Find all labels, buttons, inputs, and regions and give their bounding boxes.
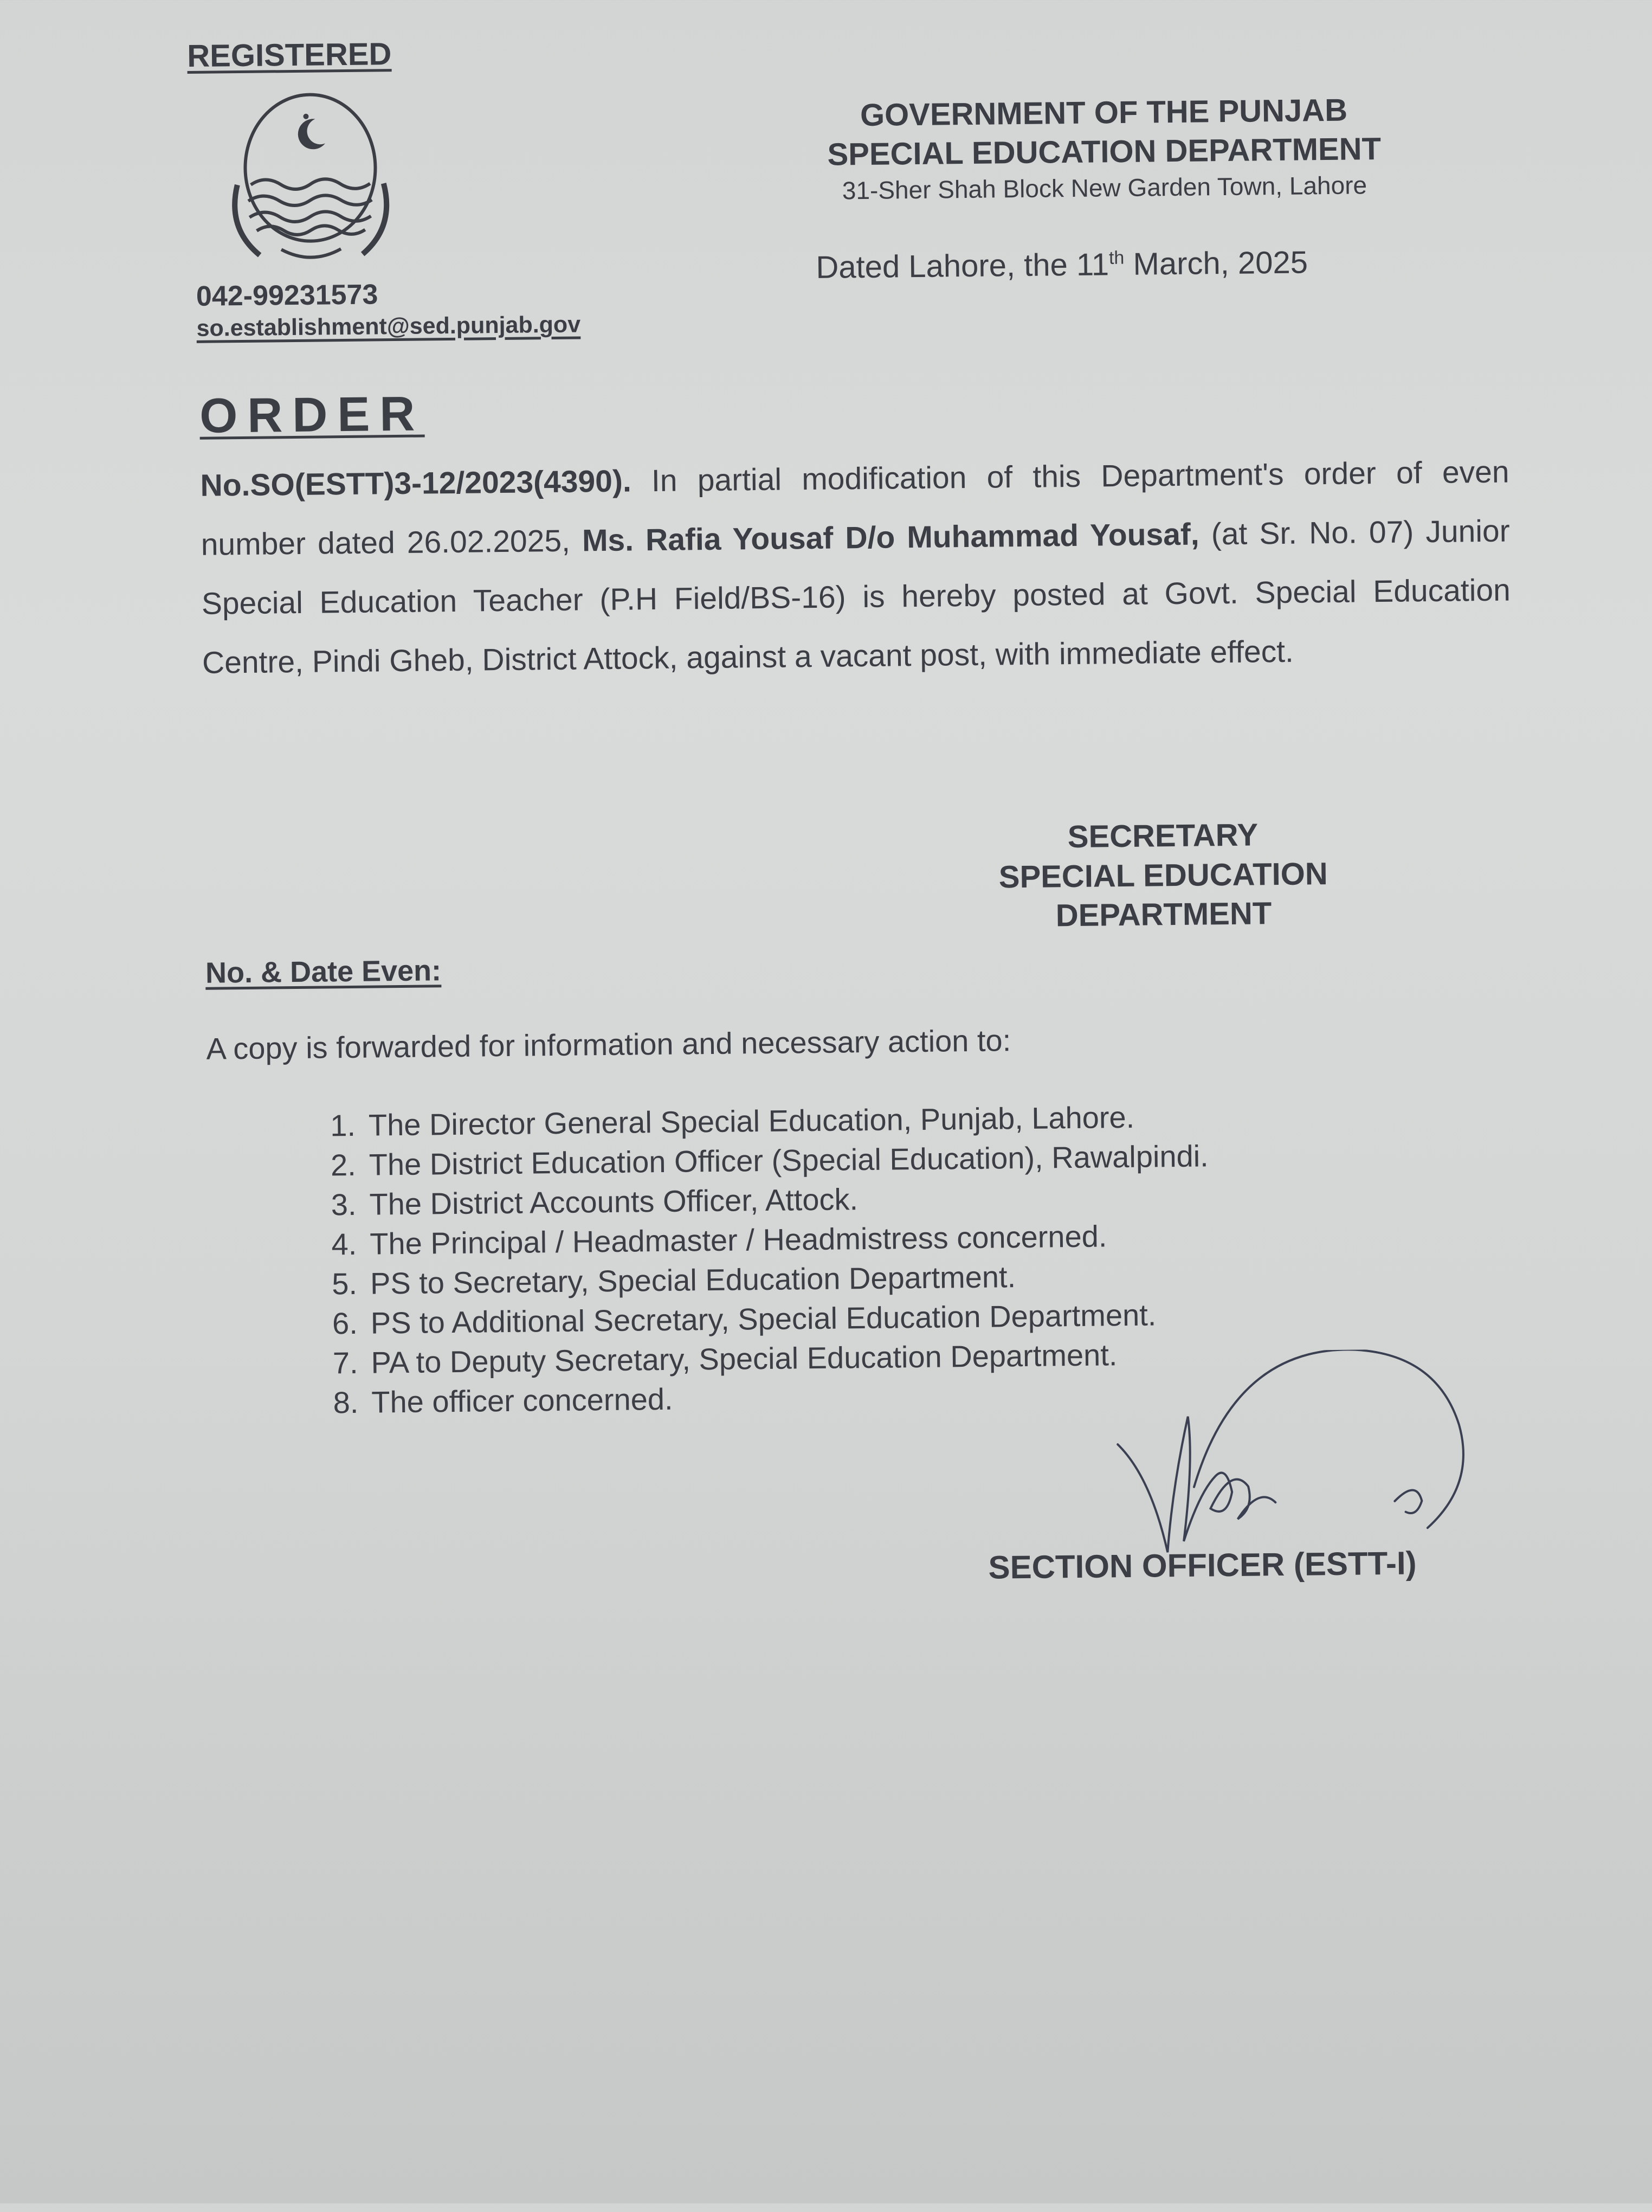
order-title: ORDER [199, 387, 425, 443]
signatory-line-2: SPECIAL EDUCATION [998, 856, 1328, 895]
copy-forwarded-intro: A copy is forwarded for information and necessary action to: [206, 1023, 1011, 1066]
signatory-line-1: SECRETARY [1067, 817, 1259, 855]
department-heading: SPECIAL EDUCATION DEPARTMENT [827, 131, 1382, 172]
item-text: The District Education Officer (Special Education), Rawalpindi. [369, 1139, 1209, 1182]
item-number: 7. [332, 1345, 358, 1380]
item-number: 3. [331, 1187, 357, 1222]
dated-line [816, 244, 1308, 285]
email-address: so.establishment@sed.punjab.gov [196, 311, 581, 342]
department-address: 31-Sher Shah Block New Garden Town, Lahore [842, 171, 1367, 205]
item-text: PS to Additional Secretary, Special Education Department. [370, 1297, 1157, 1340]
date-prefix: Dated Lahore, the 11 [816, 247, 1109, 285]
punjab-emblem-logo [198, 86, 422, 267]
item-text: PA to Deputy Secretary, Special Education Department. [371, 1338, 1118, 1380]
phone-number: 042-99231573 [196, 279, 378, 312]
item-number: 6. [332, 1306, 358, 1341]
employee-name: Ms. Rafia Yousaf D/o Muhammad Yousaf, [582, 517, 1200, 558]
signatory-line-3: DEPARTMENT [1055, 896, 1272, 934]
item-number: 5. [332, 1266, 358, 1301]
item-text: The officer concerned. [371, 1381, 673, 1419]
item-text: The Principal / Headmaster / Headmistress concerned. [369, 1219, 1107, 1261]
no-date-even-heading: No. & Date Even: [205, 954, 442, 989]
item-text: The District Accounts Officer, Attock. [369, 1182, 859, 1221]
order-text-2: (at Sr. No. 07) Junior Special Education Teacher (P.H Field/BS-16) is hereby posted at Govt. Special Education Centre, Pindi Gheb, District Attock, against a vacant post, with immediate effect. [201, 513, 1511, 680]
government-heading: GOVERNMENT OF THE PUNJAB [860, 92, 1348, 133]
order-text-1: In partial modification of this Department's order of even number dated 26.02.2025, [201, 454, 1509, 562]
section-officer-title: SECTION OFFICER (ESTT-I) [988, 1545, 1417, 1586]
item-number: 4. [331, 1226, 357, 1262]
item-number: 1. [330, 1108, 356, 1143]
order-number: No.SO(ESTT)3-12/2023(4390). [200, 464, 632, 503]
date-superscript: th [1108, 247, 1125, 268]
item-number: 8. [333, 1385, 359, 1420]
recipient-list [296, 1096, 1211, 1423]
item-text: The Director General Special Education, Punjab, Lahore. [368, 1099, 1135, 1142]
item-text: PS to Secretary, Special Education Department. [370, 1259, 1016, 1301]
order-body [200, 443, 1511, 693]
item-number: 2. [330, 1147, 357, 1182]
date-suffix: March, 2025 [1124, 245, 1308, 282]
registered-label: REGISTERED [186, 36, 392, 74]
